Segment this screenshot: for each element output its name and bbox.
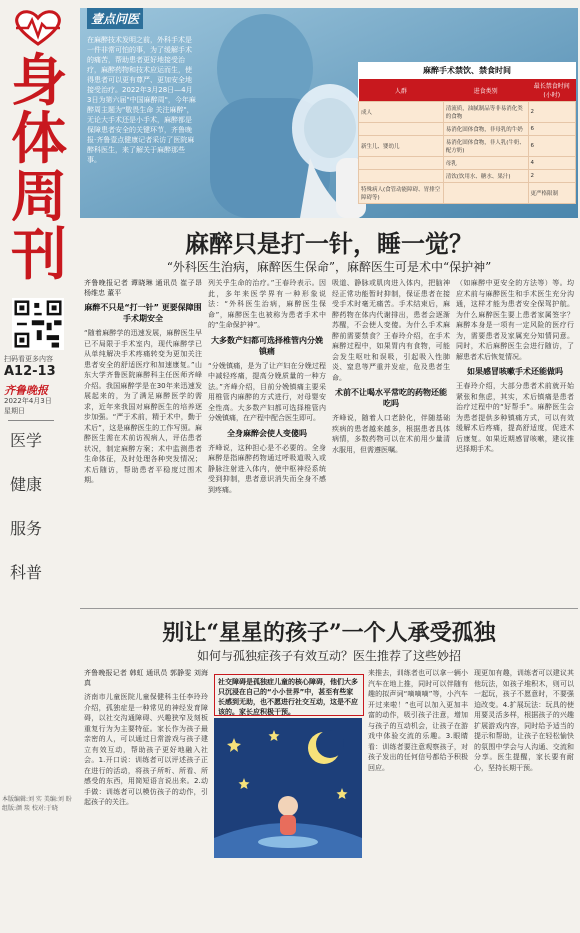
article2-body: 济南市儿童医院儿童保健科主任李玲玲介绍，孤独症是一种常见的神经发育障碍，以社交沟通障碍、兴趣狭窄及刻板重复行为为主要特征。家长作为孩子最亲密的人，可以通过日常游戏与孩子建立有效互动，帮助孩子更好地融入社会。1.开口说：训练者可以评述孩子正在进行的活动，将孩子所听、所看、所感受的东西，用简短语言说出来。2.动手做：训练者可以模仿孩子的动作，引起孩子的关注。 xyxy=(84,693,208,806)
article1-subheading: 麻醉不只是“打一针” 更要保障围手术期安全 xyxy=(84,303,202,323)
table-row xyxy=(359,170,576,183)
table-cell xyxy=(359,170,444,183)
table-cell: 易消化固体食物，非母乳的牛奶 xyxy=(443,123,528,136)
table-cell: 6 xyxy=(528,123,576,136)
table-cell: 新生儿、婴幼儿 xyxy=(359,136,444,157)
pull-quote-text: 社交障碍是孤独症儿童的核心障碍，他们大多只沉浸在自己的“小小世界”中，甚至有些家长感到无助，也不愿进行社交互动，这是不应该的。家长应积极干预。 xyxy=(218,678,358,716)
issue-weekday: 星期日 xyxy=(4,407,25,415)
issue-date: 2022年4月3日 xyxy=(4,397,52,405)
table-cell: 2 xyxy=(528,170,576,183)
section-label-science: 科普 xyxy=(10,563,43,582)
article1-body: 齐峰说，随着人口老龄化，伴随基础疾病的患者越来越多，根据患者具体病情，多数药物可以在术前用少量清水服用，但需遵医嘱。 xyxy=(332,414,450,454)
article1-byline: 齐鲁晚报记者 谭晓琳 通讯员 崔子昂 杨维忠 董平 xyxy=(84,279,202,297)
table-cell: 4 xyxy=(528,157,576,170)
table-row xyxy=(359,157,576,170)
table-cell: 特殊病人(食管动能障碍、胃排空障碍等) xyxy=(359,183,444,204)
editorial-credits: 本版编辑:刘 实 美编:刘 盼 组版:颜 琰 校对:于晓 xyxy=(2,796,72,812)
article2-headline: 别让“星星的孩子”一个人承受孤独 xyxy=(162,620,496,646)
table-cell: 更严格限制 xyxy=(528,183,576,204)
article1-body: （如麻醉中更安全的方法等）等。均应术前与麻醉医生和手术医生充分沟通，这样才能为患者安全保驾护航。为什么麻醉医生要上患者家属签字？麻醉本身是一项有一定风险的医疗行为，需要患者及家属充分知情同意。同时，术后麻醉医生会进行随访，了解患者术后恢复情况。 xyxy=(456,279,574,361)
paper-name: 齐鲁晚报 xyxy=(4,384,48,397)
article2-column-3 xyxy=(368,668,468,928)
article1-body: 王春玲介绍，大部分患者术前就开始紧张和焦虑，其实，术后镇痛是患者治疗过程中的“好帮手”。麻醉医生会为患者提供多种镇痛方式，可以有效缓解术后疼痛，提高舒适度，促进术后康复。如果近期感冒咳嗽，建议推迟择期手术。 xyxy=(456,382,574,453)
article-divider xyxy=(80,608,578,609)
article1-body: “随着麻醉学的迅速发展，麻醉医生早已不局限于手术室内，现代麻醉学已从单纯解决手术疼痛转变为更加关注患者安全的舒适医疗和加速康复。”山东大学齐鲁医院麻醉科主任医师齐峰介绍。我国麻醉学是在30年来迅速发展起来的，为了满足麻醉医学的需求，近年来我国对麻醉医生的培养逐步加强。“严于术前，精于术中，勤于术后”，这是麻醉医生的工作写照。麻醉医生需在术前访视病人，评估患者状况，制定麻醉方案；术中监测患者生命体征，及时处理各种突发情况；术后随访，帮助患者平稳度过围术期。 xyxy=(84,329,202,484)
table-cell xyxy=(443,183,528,204)
qr-code-icon xyxy=(12,298,64,350)
section-rule xyxy=(8,420,54,421)
article2-body: 来推去，训练者也可以拿一辆小汽车在地上推，同时可以伴随有趣的拟声词“嘀嘀嘀”等，小汽车开过来啦！”也可以加入更加丰富的动作，吸引孩子注意，增加与孩子的互动机会，让孩子在游戏中体验交流的乐趣。3.眼睛看：训练者要注意观察孩子，对孩子发出的任何信号都给予积极回应。 xyxy=(368,669,468,772)
table-row xyxy=(359,102,576,123)
table-cell: 6 xyxy=(528,136,576,157)
article2-column-4 xyxy=(474,668,574,928)
article1-column-3 xyxy=(332,278,450,604)
scan-note: 扫码看更多内容 xyxy=(4,355,53,363)
article1-subhead: “外科医生治病，麻醉医生保命”，麻醉医生可是术中“保护神” xyxy=(166,260,492,274)
table-row xyxy=(359,136,576,157)
article1-body: 吸道、静脉或肌肉进入体内，把脑神经正常功能暂时抑制，保证患者在接受手术时毫无痛苦。手术结束后，麻醉药物在体内代谢排出，患者会逐渐苏醒，不会使人变傻。为什么手术麻醉前需要禁食？王春玲介绍，在手术麻醉过程中，如果胃内有食物，可能会发生呕吐和误吸，引起吸入性肺炎、窒息等严重并发症，危及患者生命。 xyxy=(332,279,450,382)
article2-column-1 xyxy=(84,668,208,928)
table-row xyxy=(359,183,576,204)
article1-column-4 xyxy=(456,278,574,604)
table-cell: 清饮(饮用水、糖水、果汁) xyxy=(443,170,528,183)
article2-byline: 齐鲁晚报记者 韩虹 通讯员 郭静雯 刘海真 xyxy=(84,669,208,687)
article1-body: 列关乎生命的治疗。”王春玲表示。因此，多年来医学界有一种形象说法：“外科医生治病，麻醉医生保命”，麻醉医生也被称为患者手术中的“生命保护神”。 xyxy=(208,279,326,329)
article1-body: 齐峰说，这种担心是不必要的。全身麻醉是指麻醉药物通过呼吸道吸入或静脉注射进入体内，使中枢神经系统受到抑制，患者意识消失而全身不感到疼痛。 xyxy=(208,443,326,494)
section-label-medicine: 医学 xyxy=(10,431,43,450)
section-label-health: 健康 xyxy=(10,475,43,494)
table-header: 最长禁食时间(小时) xyxy=(528,79,576,102)
table-cell: 2 xyxy=(528,102,576,123)
article1-body: “分娩镇痛，是为了让产妇在分娩过程中减轻疼痛，提高分娩质量的一种方法。”齐峰介绍，目前分娩镇痛主要采用椎管内麻醉的方式进行，对母婴安全性高。大多数产妇都可选择椎管内分娩镇痛，在产程中配合医生即可。 xyxy=(208,361,326,422)
table-cell: 成人 xyxy=(359,102,444,123)
table-header: 人群 xyxy=(359,79,444,102)
heart-pulse-icon xyxy=(12,8,64,46)
article1-subheading: 全身麻醉会使人变傻吗 xyxy=(227,428,307,438)
table-cell xyxy=(359,157,444,170)
article2-pull-quote xyxy=(214,674,364,716)
table-cell: 易消化固体食物，非人乳(牛奶、配方奶) xyxy=(443,136,528,157)
caption-text: 在麻醉技术发明之前，外科手术是一件非常可怕的事，为了缓解手术的痛苦，帮助患者更好地接受治疗，麻醉药物和技术应运而生，使得患者可以更有尊严、更加安全地接受治疗。2022年3月28日—4月3日为第六届"中国麻醉周"，今年麻醉周主题为"敬畏生命 关注麻醉"，无论大手术还是小手术，麻醉都是保障患者安全的关键环节，齐鲁晚报·齐鲁壹点健康记者采访了医院麻醉科医生，来了解关于麻醉那些事。 xyxy=(87,36,196,164)
article1-subheading: 大多数产妇都可选择椎管内分娩镇痛 xyxy=(211,335,323,356)
star-child-illustration xyxy=(214,718,362,858)
table-row xyxy=(359,123,576,136)
brand-title: 身体周刊 xyxy=(11,48,65,288)
photo-caption xyxy=(87,8,197,163)
table-cell: 清流质，油腻制品等非易消化类的食物 xyxy=(443,102,528,123)
article1-headline: 麻醉只是打一针，睡一觉？ xyxy=(185,229,473,258)
section-label-service: 服务 xyxy=(10,519,43,538)
article1-column-1 xyxy=(84,278,202,604)
article2-subhead: 如何与孤独症孩子有效互动？医生推荐了这些妙招 xyxy=(196,649,461,663)
page-number: A12-13 xyxy=(4,364,56,379)
table-title: 麻醉手术禁饮、禁食时间 xyxy=(423,66,511,75)
column-title: 壹点问医 xyxy=(87,8,143,29)
article1-column-2 xyxy=(208,278,326,604)
fasting-table xyxy=(358,62,576,204)
table-cell: 母乳 xyxy=(443,157,528,170)
table-cell xyxy=(359,123,444,136)
article1-subheading: 术前不让喝水平常吃的药物还能吃吗 xyxy=(335,388,447,408)
article1-subheading: 如果感冒咳嗽手术还能做吗 xyxy=(467,367,563,376)
article2-body: 现更加有趣，训练者可以建议其他玩法，如孩子堆积木，则可以一起玩，孩子不愿意时，不要强迫改变。4.扩展玩法：玩具的使用要灵活多样，根据孩子的兴趣扩展游戏内容，同时给予适当的提示和帮助，让孩子在轻松愉快的氛围中学会与人沟通、交流和分享。医生提醒，家长要有耐心，坚持长期干预。 xyxy=(474,669,574,772)
table-header: 进食类别 xyxy=(443,79,528,102)
